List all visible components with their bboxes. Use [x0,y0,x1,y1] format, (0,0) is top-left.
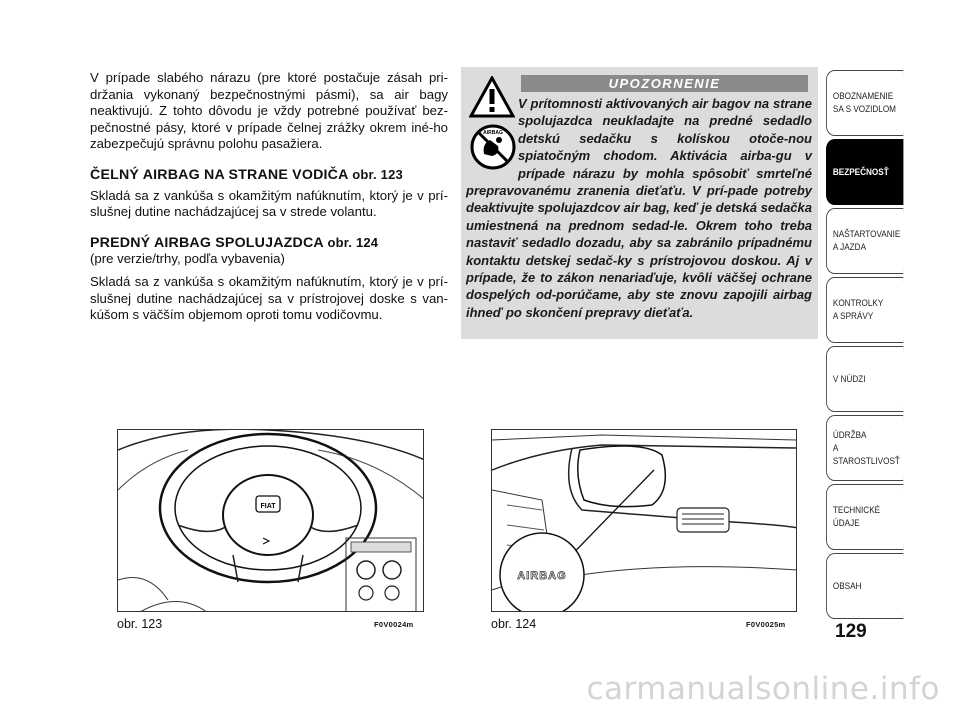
page-number: 129 [835,621,867,642]
tab-label: KONTROLKY A SPRÁVY [832,298,884,322]
svg-text:FIAT: FIAT [260,503,276,510]
tab-v-nudzi[interactable] [826,346,903,412]
tab-oboznamenie[interactable] [826,70,903,136]
figure-passenger-airbag [491,429,797,612]
version-note: (pre verzie/trhy, podľa vybavenia) [90,251,285,267]
section-paragraph: Skladá sa z vankúša s okamžitým nafúknutím, ktorý je v prí-slušnej dutine nachádzajúcej sa v prístrojovej doske s van-kúšom s väčším objemom oproti tomu vodičovmu. [90,273,448,323]
tab-bezpecnost[interactable] [826,139,903,205]
airbag-label: AIRBAG [517,570,567,582]
passenger-airbag-illustration [492,430,797,612]
figure-code: F0V0024m [374,620,414,629]
section-title: ČELNÝ AIRBAG NA STRANE VODIČA [90,166,349,183]
tab-label: ÚDRŽBA A STAROSTLIVOSŤ [832,429,900,467]
watermark: carmanualsonline.info [586,671,940,707]
warning-text: V prítomnosti aktivovaných air bagov na strane spolujazdca neukladajte na predné sedadlo detskú sedačku s kolískou otoče-nou spiatočným chodom. Aktivácia airba-gu v prípade nárazu by mohla spôsobiť smrteľné prepravovanému zranenia dieťaťu. V prí-pade potreby deaktivujte spolujazdcov air bag, keď je detská sedačka umiestnená na prednom sedad-le. Okrem toho treba nastaviť sedadlo dozadu, aby sa zabránilo prípadnému kontaktu detskej sedač-ky s prístrojovou doskou. Aj v prípade, že to zákon nenariaďuje, kvôli väčšej ochrane dospelých od-porúčame, aby ste znovu zapojili airbag ihneď po skončení prepravy dieťaťa. [466,96,812,320]
warning-title: UPOZORNENIE [521,75,808,92]
tab-kontrolky[interactable] [826,277,903,343]
main-text-column [90,70,448,324]
section-paragraph: Skladá sa z vankúša s okamžitým nafúknutím, ktorý je v prí-slušnej dutine nachádzajúcej sa v strede volantu. [90,187,448,220]
figure-caption: obr. 124 [491,617,537,631]
tab-obsah[interactable] [826,553,903,619]
section-heading-passenger-airbag [90,235,448,252]
tab-label: OBOZNAMENIE SA S VOZIDLOM [832,91,896,115]
intro-paragraph: V prípade slabého nárazu (pre ktoré postačuje zásah pri-držania vykonaný bezpečnostnými pásmi), sa air bagy neaktivujú. Z tohto dôvodu je vždy potrebné používať bez-pečnostné pásy, ktoré v prípade čelnej zrážky okrem iné-ho zabezpečujú správnu polohu pasažiera. [90,70,448,152]
tab-label: NAŠTARTOVANIE A JAZDA [832,229,901,253]
warning-body [466,95,812,321]
figure-caption: obr. 123 [117,617,163,631]
tab-label: BEZPEČNOSŤ [832,166,889,178]
tab-udrzba[interactable] [826,415,903,481]
tab-nastartovanie[interactable] [826,208,903,274]
figure-steering-wheel [117,429,424,612]
figure-reference: obr. 123 [352,166,403,182]
figure-reference: obr. 124 [327,234,379,250]
tab-label: OBSAH [832,580,862,592]
tab-technicke[interactable] [826,484,903,550]
tab-label: V NÚDZI [832,373,866,385]
section-title: PREDNÝ AIRBAG SPOLUJAZDCA [90,234,324,251]
airbag-icon-label: AIRBAG [483,130,503,136]
section-heading-driver-airbag [90,167,448,184]
steering-wheel-illustration [118,430,424,612]
figure-code: F0V0025m [746,620,786,629]
tab-label: TECHNICKÉ ÚDAJE [832,505,881,529]
